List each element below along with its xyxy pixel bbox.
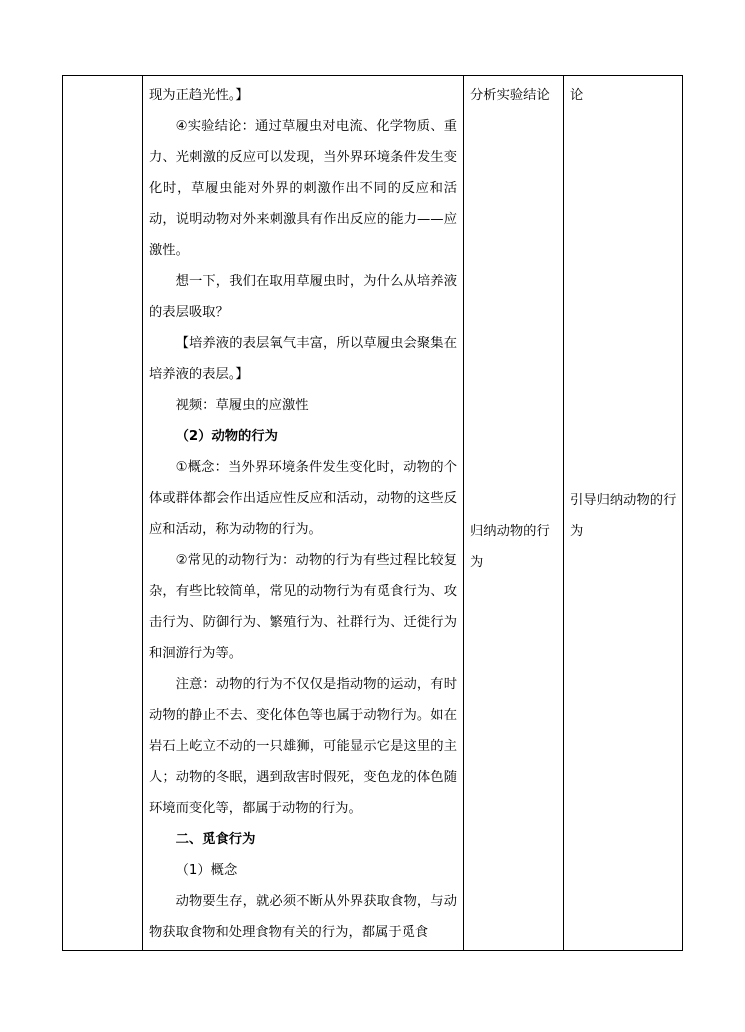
paragraph-note: 注意：动物的行为不仅仅是指动物的运动，有时动物的静止不去、变化体色等也属于动物行为。如在岩石上屹立不动的一只雄狮，可能显示它是这里的主人；动物的冬眠，遇到敌害时假死，变色龙的体色随环境而变化等，都属于动物的行为。 — [149, 677, 457, 816]
teacher-intent-top: 论 — [570, 88, 584, 103]
paragraph-concept: ①概念：当外界环境条件发生变化时，动物的个体或群体都会作出适应性反应和活动，动物的这些反应和活动，称为动物的行为。 — [149, 460, 457, 537]
paragraph-foraging: 动物要生存，就必须不断从外界获取食物，与动物获取食物和处理食物有关的行为，都属于觅食 — [149, 894, 457, 940]
teacher-intent-middle: 引导归纳动物的行为 — [570, 493, 677, 539]
paragraph-common-behaviors: ②常见的动物行为：动物的行为有些过程比较复杂，有些比较简单，常见的动物行为有觅食行为、攻击行为、防御行为、繁殖行为、社群行为、迁徙行为和洄游行为等。 — [149, 553, 457, 661]
student-activity-top: 分析实验结论 — [470, 88, 550, 103]
student-activity-cell — [464, 76, 564, 951]
paragraph-video: 视频：草履虫的应激性 — [175, 398, 309, 413]
stage-cell — [63, 76, 143, 951]
heading-concept: （1）概念 — [175, 863, 238, 878]
heading-animal-behavior: （2）动物的行为 — [175, 429, 278, 444]
paragraph-experiment-conclusion: ④实验结论：通过草履虫对电流、化学物质、重力、光刺激的反应可以发现，当外界环境条件发生变化时，草履虫能对外界的刺激作出不同的反应和活动，说明动物对外来刺激具有作出反应的能力——应激性。 — [149, 119, 457, 258]
teacher-intent-cell — [564, 76, 683, 951]
paragraph-continued: 现为正趋光性。】 — [149, 88, 249, 103]
student-activity-middle: 归纳动物的行为 — [470, 524, 550, 570]
paragraph-answer: 【培养液的表层氧气丰富，所以草履虫会聚集在培养液的表层。】 — [149, 336, 457, 382]
teaching-content-cell — [143, 76, 464, 951]
table-row — [63, 76, 683, 951]
lesson-plan-table — [62, 75, 683, 951]
paragraph-question: 想一下，我们在取用草履虫时，为什么从培养液的表层吸取？ — [149, 274, 457, 320]
heading-foraging-behavior: 二、觅食行为 — [175, 832, 256, 847]
